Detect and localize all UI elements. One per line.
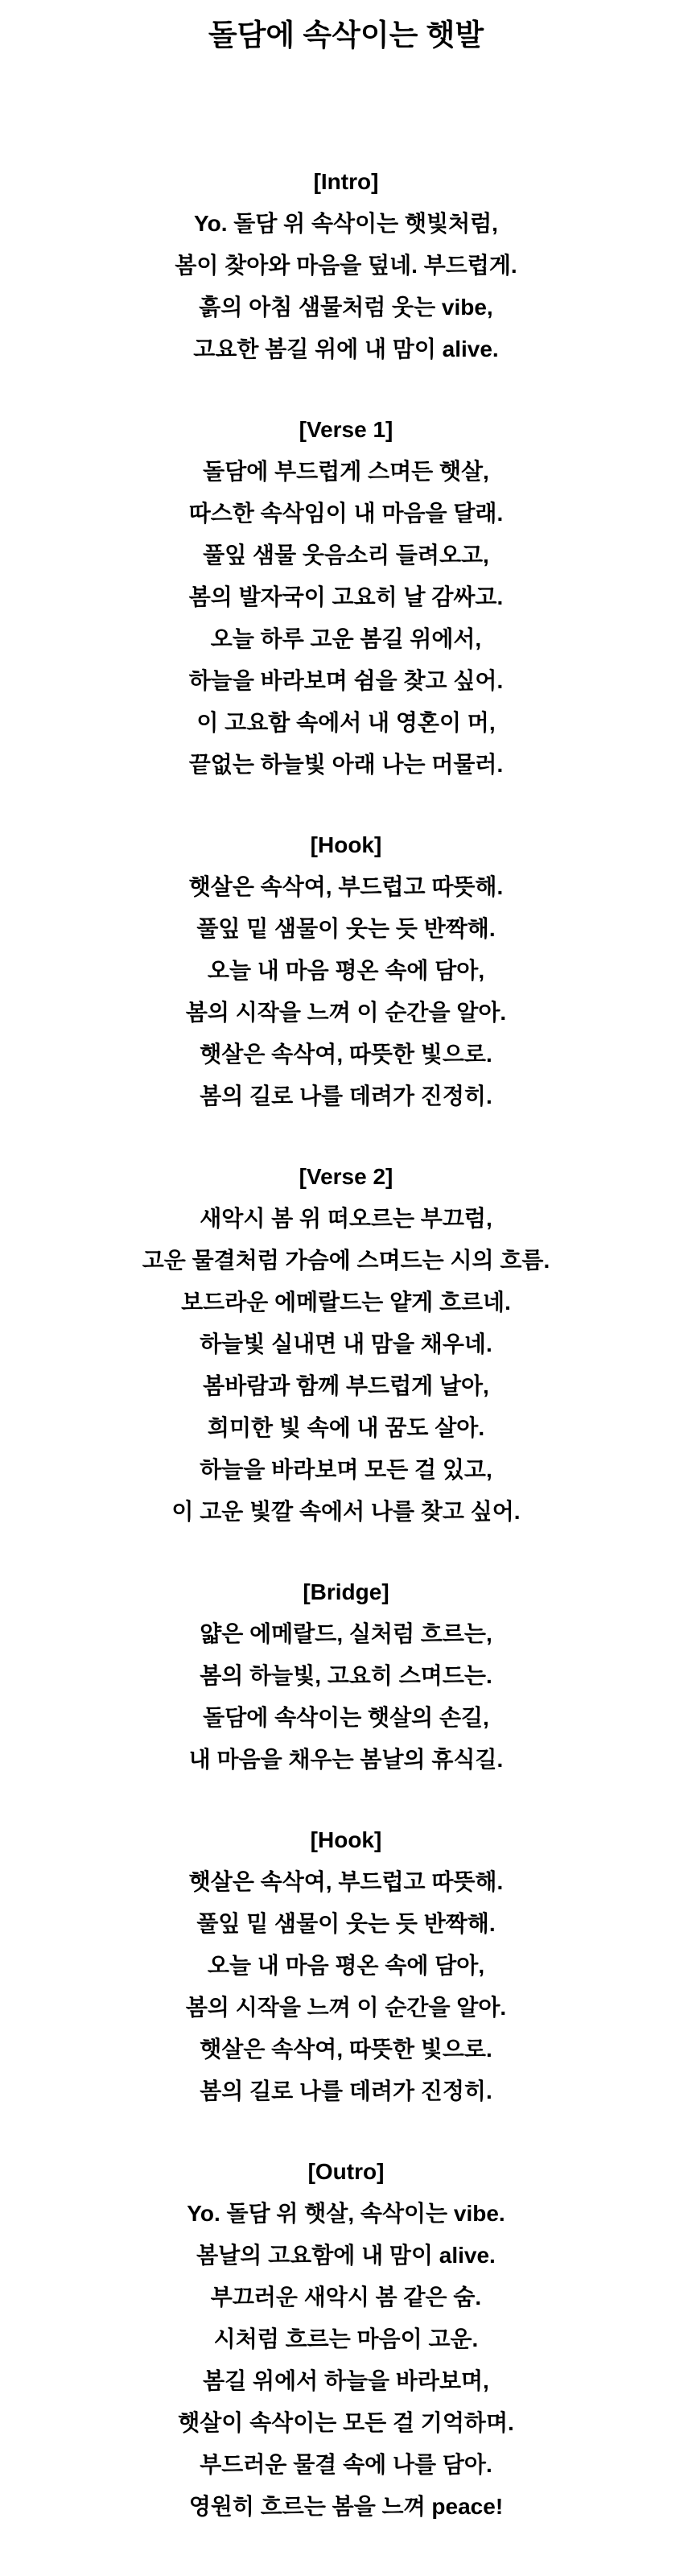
lyric-line: 햇살은 속삭여, 부드럽고 따뜻해. xyxy=(188,1869,504,1894)
lyric-line: 봄바람과 함께 부드럽게 날아, xyxy=(203,1373,489,1398)
lyric-line: 하늘빛 실내면 내 맘을 채우네. xyxy=(200,1331,492,1356)
lyric-line: 희미한 빛 속에 내 꿈도 살아. xyxy=(207,1415,485,1440)
lyric-line: 봄의 하늘빛, 고요히 스며드는. xyxy=(200,1663,492,1688)
section-label: [Hook] xyxy=(310,832,382,857)
lyric-line: 하늘을 바라보며 모든 걸 있고, xyxy=(200,1457,492,1482)
lyric-line: 봄의 길로 나를 데려가 진정히. xyxy=(200,1084,492,1108)
lyric-line: 봄날의 고요함에 내 맘이 alive. xyxy=(196,2243,496,2268)
lyric-line: 봄의 시작을 느껴 이 순간을 알아. xyxy=(185,1000,507,1025)
lyric-line: 돌담에 부드럽게 스며든 햇살, xyxy=(203,459,489,484)
section-label: [Intro] xyxy=(313,169,379,194)
lyric-line: 봄의 시작을 느껴 이 순간을 알아. xyxy=(185,1995,507,2020)
lyric-line: 보드라운 에메랄드는 얕게 흐르네. xyxy=(181,1290,511,1315)
lyrics-section xyxy=(0,161,692,370)
lyric-line: 고요한 봄길 위에 내 맘이 alive. xyxy=(193,336,499,361)
lyric-line: 새악시 봄 위 떠오르는 부끄럼, xyxy=(200,1206,492,1231)
lyrics-section xyxy=(0,2151,692,2528)
lyric-line: 햇살이 속삭이는 모든 걸 기억하며. xyxy=(178,2410,514,2435)
lyric-line: 영원히 흐르는 봄을 느껴 peace! xyxy=(188,2494,504,2519)
lyric-line: 돌담에 속삭이는 햇살의 손길, xyxy=(203,1705,489,1730)
lyric-line: 봄길 위에서 하늘을 바라보며, xyxy=(203,2368,489,2393)
lyrics-section xyxy=(0,1819,692,2112)
section-label: [Verse 2] xyxy=(299,1164,393,1189)
section-label: [Outro] xyxy=(307,2159,385,2184)
lyric-line: 풀잎 밑 샘물이 웃는 듯 반짝해. xyxy=(196,916,496,941)
lyric-line: Yo. 돌담 위 속삭이는 햇빛처럼, xyxy=(194,211,498,236)
lyric-line: 오늘 내 마음 평온 속에 담아, xyxy=(207,958,485,983)
lyric-line: 봄이 찾아와 마음을 덮네. 부드럽게. xyxy=(175,253,517,278)
lyrics-section xyxy=(0,824,692,1117)
lyric-line: 이 고요함 속에서 내 영혼이 머, xyxy=(196,710,496,735)
lyric-line: 고운 물결처럼 가슴에 스며드는 시의 흐름. xyxy=(142,1248,550,1273)
lyric-line: 풀잎 샘물 웃음소리 들려오고, xyxy=(203,543,489,568)
lyric-line: 따스한 속삭임이 내 마음을 달래. xyxy=(188,501,504,526)
lyrics-sections xyxy=(0,161,692,2528)
lyric-line: 내 마음을 채우는 봄날의 휴식길. xyxy=(188,1747,504,1772)
lyric-line: 햇살은 속삭여, 따뜻한 빛으로. xyxy=(200,1042,492,1067)
lyric-line: 얇은 에메랄드, 실처럼 흐르는, xyxy=(200,1621,492,1646)
lyrics-section xyxy=(0,409,692,786)
lyric-line: 끝없는 하늘빛 아래 나는 머물러. xyxy=(188,752,504,777)
lyric-line: 햇살은 속삭여, 부드럽고 따뜻해. xyxy=(188,874,504,899)
lyric-line: 시처럼 흐르는 마음이 고운. xyxy=(213,2326,479,2351)
lyric-line: 햇살은 속삭여, 따뜻한 빛으로. xyxy=(200,2037,492,2062)
song-title: 돌담에 속삭이는 햇발 xyxy=(208,19,484,52)
lyric-line: 하늘을 바라보며 쉼을 찾고 싶어. xyxy=(188,668,504,693)
lyric-line: 부드러운 물결 속에 나를 담아. xyxy=(200,2452,492,2477)
lyrics-section xyxy=(0,1156,692,1533)
lyric-line: 풀잎 밑 샘물이 웃는 듯 반짝해. xyxy=(196,1911,496,1936)
lyric-line: 오늘 내 마음 평온 속에 담아, xyxy=(207,1953,485,1978)
lyric-line: 봄의 발자국이 고요히 날 감싸고. xyxy=(188,584,504,609)
section-label: [Verse 1] xyxy=(299,417,393,442)
lyric-line: Yo. 돌담 위 햇살, 속삭이는 vibe. xyxy=(187,2201,505,2226)
section-label: [Hook] xyxy=(310,1827,382,1852)
lyrics-section xyxy=(0,1571,692,1781)
lyric-line: 이 고운 빛깔 속에서 나를 찾고 싶어. xyxy=(171,1499,521,1524)
lyric-line: 봄의 길로 나를 데려가 진정히. xyxy=(200,2079,492,2103)
lyric-line: 흙의 아침 샘물처럼 웃는 vibe, xyxy=(199,295,493,320)
lyric-line: 오늘 하루 고운 봄길 위에서, xyxy=(210,626,482,651)
lyric-line: 부끄러운 새악시 봄 같은 숨. xyxy=(210,2285,482,2310)
section-label: [Bridge] xyxy=(303,1579,389,1604)
